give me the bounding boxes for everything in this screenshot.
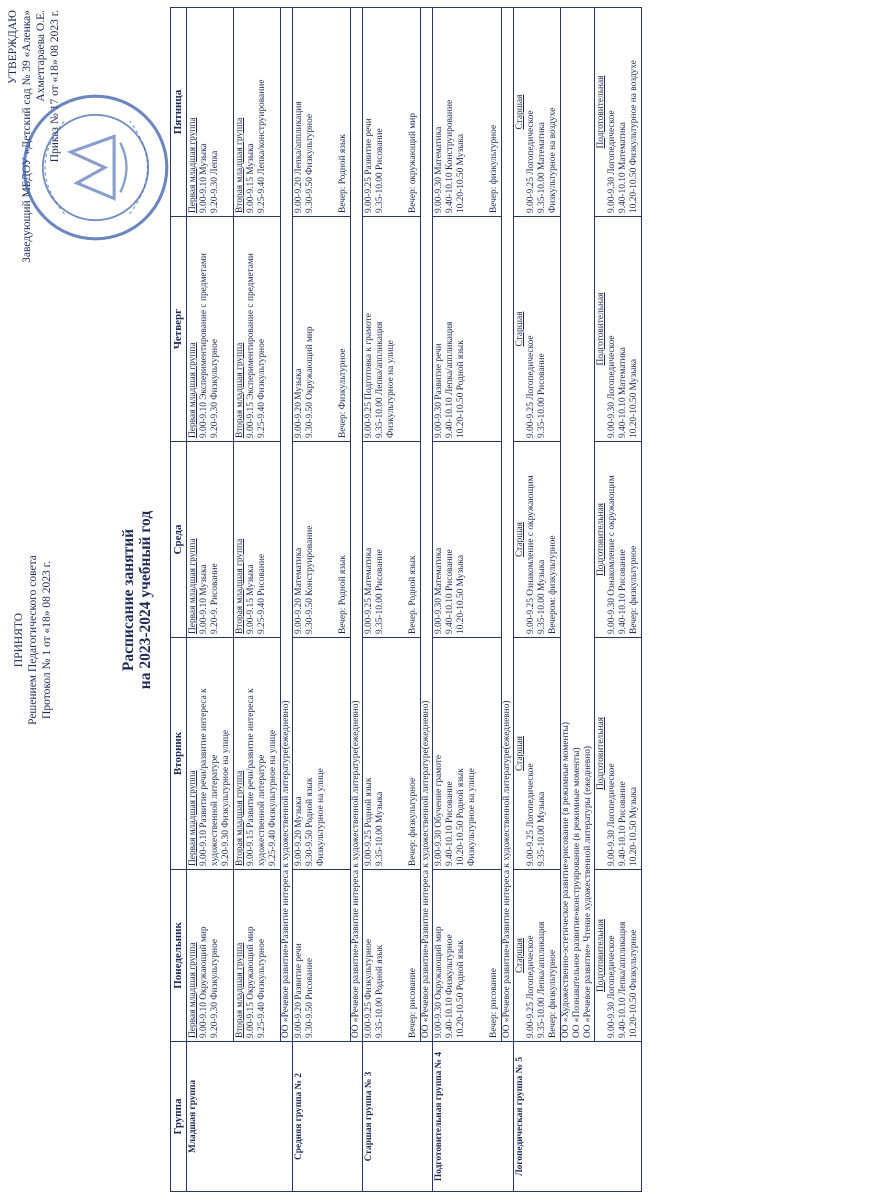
approval-name: Ахметгараева О.Е.	[35, 10, 47, 102]
schedule-cell: 9.00-9.30 Математика 9.40-10.10 Конструирование 10.20-10.50 Музыка Вечер: физкультурное	[433, 8, 502, 217]
table-row	[514, 8, 561, 1192]
schedule-cell: Вторая младшая группа 9.00-9.15 Развитие речи/развитие интереса к художественной литературе 9.25-9.40 Физкультурное на улице	[234, 638, 281, 870]
group-name: Подготовительная группа № 4	[433, 1042, 514, 1192]
column-header-tuesday: Вторник	[171, 638, 187, 870]
column-header-wednesday: Среда	[171, 442, 187, 638]
schedule-cell: Подготовительная 9.00-9.30 Логопедическое 9.40-10.10 Математика 10.20-10.50 Музыка	[595, 217, 642, 442]
schedule-cell: Первая младшая группа 9.00-9.10 Экспериментирование с предметами 9.20-9.30 Физкультурное	[187, 217, 234, 442]
schedule-cell: Старшая 9.00-9.25 Логопедическое 9.35-10.00 Музыка	[514, 638, 561, 870]
schedule-cell: Первая младшая группа 9.00-9.10 Музыка 9.20-9.30 Лепка	[187, 8, 234, 217]
column-header-monday: Понедельник	[171, 870, 187, 1042]
schedule-cell: 9.00-9.20 Музыка 9.30-9.50 Окружающий мир Вечер: Физкультурное	[293, 217, 351, 442]
schedule-cell: Вторая младшая группа 9.00-9.15 Окружающий мир 9.25-9.40 Физкультурное	[234, 870, 281, 1042]
title-line-2: на 2023-2024 учебный год	[137, 510, 154, 690]
schedule-cell: 9.00-9.25 Физкультурное 9.35-10.00 Родной язык Вечер: рисование	[363, 870, 421, 1042]
common-row	[281, 8, 293, 1192]
table-row	[595, 8, 642, 1192]
common-note: ОО «Речевое развитие»Развитие интереса к художественной литературе(ежедневно)	[351, 8, 363, 1042]
schedule-cell: Старшая 9.00-9.25 Логопедическое 9.35-10.00 Лепка/аппликация Вечер: физкультурное	[514, 870, 561, 1042]
schedule-cell: Вторая младшая группа 9.00-9.15 Музыка 9.25-9.40 Лепка/конструирование	[234, 8, 281, 217]
schedule-cell: Старшая 9.00-9.25 Логопедическое 9.35-10.00 Рисование	[514, 217, 561, 442]
table-row	[433, 8, 502, 1192]
schedule-cell: 9.00-9.30 Окружающий мир 9.40-10.10 Физкультурное 10.20-10.50 Родной язык Вечер: рисование	[433, 870, 502, 1042]
schedule-cell: 9.00-9.25 Математика 9.35-10.00 Рисование Вечер. Родной язык	[363, 442, 421, 638]
schedule-cell: 9.00-9.20 Математика 9.30-9.50 Конструирование Вечер: Родной язык	[293, 442, 351, 638]
group-name: Младшая группа	[187, 1042, 293, 1192]
acceptance-block	[12, 420, 54, 860]
schedule-cell: Первая младшая группа 9.00-9.10 Окружающий мир 9.20-9.30 Физкультурное	[187, 870, 234, 1042]
column-header-friday: Пятница	[171, 8, 187, 217]
schedule-cell: Первая младшая группа 9.00-9.10 Музыка 9.20-9. Рисование	[187, 442, 234, 638]
column-header-group: Группа	[171, 1042, 187, 1192]
group-name: Средняя группа № 2	[293, 1042, 363, 1192]
common-row	[351, 8, 363, 1192]
schedule-cell: Подготовительная 9.00-9.30 Логопедическое 9.40-10.10 Лепка/аппликация 10.20-10.50 Физкультурное	[595, 870, 642, 1042]
schedule-cell: Старшая 9.00-9.25 Ознакомление с окружающим 9.35-10.00 Музыка Вечером: физкультурное	[514, 442, 561, 638]
common-note: ОО «Речевое развитие»Развитие интереса к художественной литературе(ежедневно)	[421, 8, 433, 1042]
common-note: ОО «Художественно-эстетическое развитие»рисование (в режимные моменты) ОО «Познавательное развитие»конструирование (в режимные моменты) ОО «Речевое развитие» Чтение художественной литературы (ежедневно)	[561, 8, 595, 1042]
acceptance-council: Решением Педагогического совета	[27, 555, 39, 725]
table-row	[187, 8, 234, 1192]
schedule-cell: 9.00-9.25 Подготовка к грамоте 9.35-10.00 Лепка/аппликация Физкультурное на улице	[363, 217, 421, 442]
schedule-cell: 9.00-9.30 Математика 9.40-10.10 Рисование 10.20-10.50 Музыка	[433, 442, 502, 638]
common-note: ОО «Речевое развитие»Развитие интереса к художественной литературе(ежедневно)	[281, 8, 293, 1042]
title-line-1: Расписание занятий	[120, 528, 137, 672]
schedule-cell: Первая младшая группа 9.00-9.10 Развитие речи/развитие интереса к художественной литературе 9.20-9.30 Физкультурное на улице	[187, 638, 234, 870]
approval-position: Заведующий МБДОУ «Детский сад № 39 «Аленка»	[21, 10, 33, 263]
schedule-cell: Подготовительная 9.00-9.30 Логопедическое 9.40-10.10 Рисование 10.20-10.50 Музыка	[595, 638, 642, 870]
seal-stamp	[18, 90, 173, 245]
acceptance-protocol: Протокол № 1 от «18» 08 2023 г.	[41, 561, 53, 719]
table-row	[234, 8, 281, 1192]
schedule-cell: 9.00-9.30 Развитие речи 9.40-10.10 Лепка/аппликация 10.20-10.50 Родной язык	[433, 217, 502, 442]
header-row	[171, 8, 187, 1192]
schedule-table	[170, 7, 642, 1192]
schedule-cell: Вторая младшая группа 9.00-9.15 Музыка 9.25-9.40 Рисование	[234, 442, 281, 638]
group-name: Логопедическая группа № 5	[514, 1042, 642, 1192]
schedule-cell: 9.00-9.20 Лепка/аппликация 9.30-9.50 Физкультурное Вечер: Родной язык	[293, 8, 351, 217]
schedule-cell: 9.00-9.20 Развитие речи 9.30-9.50 Рисование	[293, 870, 351, 1042]
schedule-cell: 9.00-9.30 Обучение грамоте 9.40-10.10 Рисование 10.20-10.50 Родной язык Физкультурное на улице	[433, 638, 502, 870]
approval-order: Приказ № 17 от «18» 08 2023 г.	[49, 10, 61, 163]
schedule-cell: 9.00-9.20 Музыка 9.30-9.50 Родной язык Физкультурное на улице	[293, 638, 351, 870]
approval-title: УТВЕРЖДАЮ	[7, 10, 19, 85]
schedule-cell: Подготовительная 9.00-9.30 Логопедическое 9.40-10.10 Математика 10.20-10.50 Физкультурное на воздухе	[595, 8, 642, 217]
schedule-cell: Подготовительная 9.00-9.30 Ознакомление с окружающим 9.40-10.10 Рисование Вечер: физкультурное	[595, 442, 642, 638]
common-note: ОО «Речевое развитие»Развитие интереса к художественной литературе(ежедневно)	[502, 8, 514, 1042]
schedule-cell: 9.00-9.25 Развитие речи 9.35-10.00 Рисование Вечер: окружающий мир	[363, 8, 421, 217]
table-row	[293, 8, 351, 1192]
common-row	[421, 8, 433, 1192]
common-row	[502, 8, 514, 1192]
acceptance-title: ПРИНЯТО	[13, 612, 25, 668]
common-row	[561, 8, 595, 1192]
schedule-cell: Вторая младшая группа 9.00-9.15 Экспериментирование с предметами 9.25-9.40 Физкультурное	[234, 217, 281, 442]
schedule-cell: Старшая 9.00-9.25 Логопедическое 9.35-10.00 Математика Физкультурное на воздухе	[514, 8, 561, 217]
table-row	[363, 8, 421, 1192]
schedule-cell: 9.00-9.25 Родной язык 9.35-10.00 Музыка Вечер: физкультурное	[363, 638, 421, 870]
document-title	[120, 330, 154, 870]
column-header-thursday: Четверг	[171, 217, 187, 442]
group-name: Старшая группа № 3	[363, 1042, 433, 1192]
